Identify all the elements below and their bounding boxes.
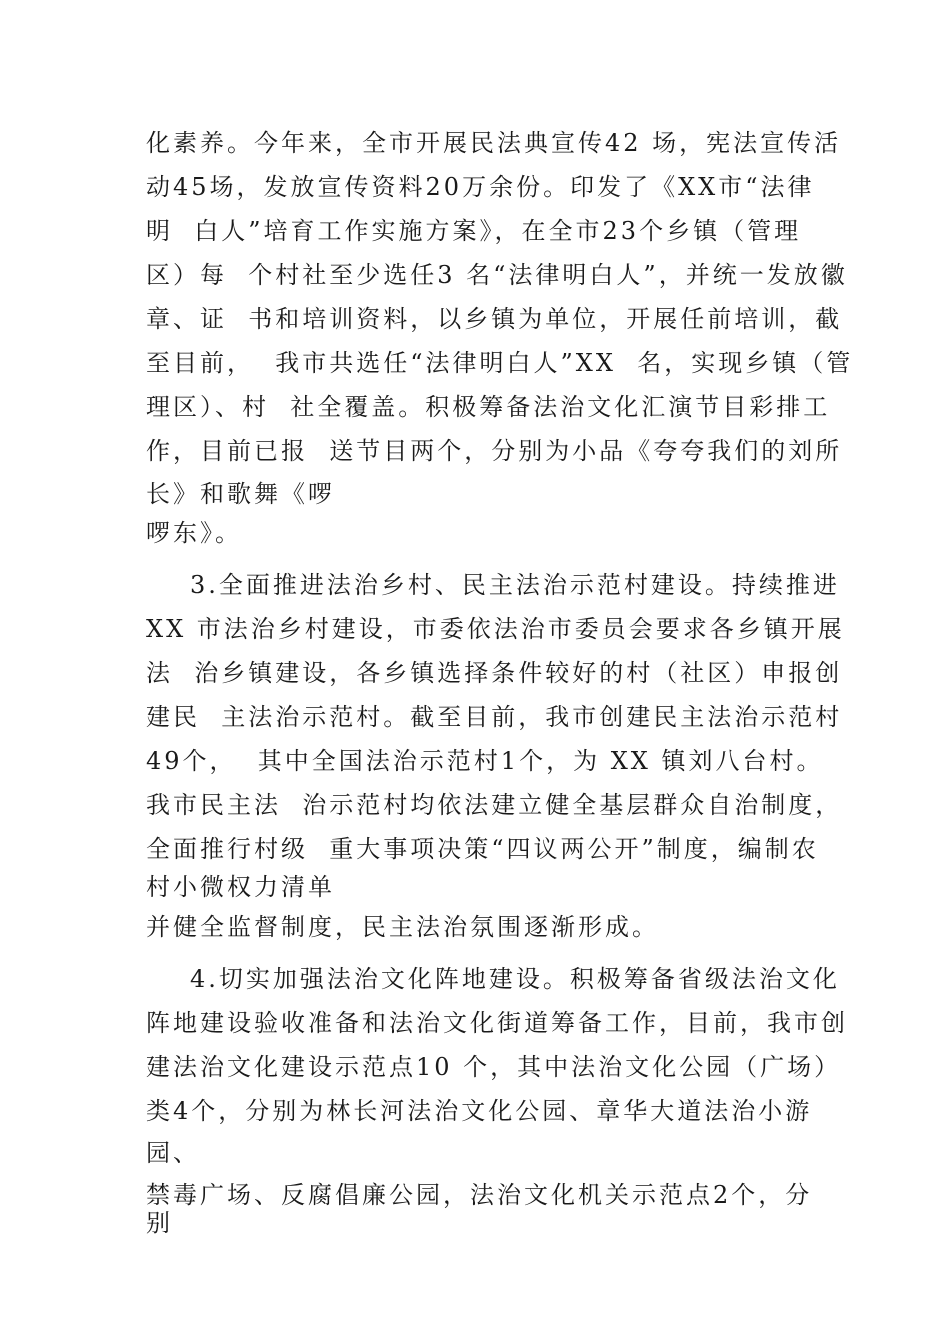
text-line: 阵地建设验收准备和法治文化街道筹备工作，目前，我市创 <box>146 1009 848 1037</box>
text-line: 明 白人”培育工作实施方案》，在全市23个乡镇（管理 <box>146 217 802 245</box>
text-line: 法 治乡镇建设，各乡镇选择条件较好的村（社区）申报创 <box>146 659 843 687</box>
text-line: 村小微权力清单 <box>146 873 335 901</box>
text-line: 3.全面推进法治乡村、民主法治示范村建设。持续推进 <box>190 571 840 599</box>
text-line: 别 <box>146 1209 173 1237</box>
text-line: 区）每 个村社至少选任3 名“法律明白人”，并统一发放徽 <box>146 261 848 289</box>
text-line: 建民 主法治示范村。截至目前，我市创建民主法治示范村 <box>146 703 843 731</box>
text-line: 建法治文化建设示范点10 个，其中法治文化公园（广场） <box>146 1053 842 1081</box>
text-line: 禁毒广场、反腐倡廉公园，法治文化机关示范点2个，分 <box>146 1181 813 1209</box>
text-line: 长》和歌舞《啰 <box>146 480 335 508</box>
text-line: 作，目前已报 送节目两个，分别为小品《夸夸我们的刘所 <box>146 437 843 465</box>
text-line: 化素养。今年来，全市开展民法典宣传42 场，宪法宣传活 <box>146 129 842 157</box>
text-line: 至目前， 我市共选任“法律明白人”XX 名，实现乡镇（管 <box>146 349 854 377</box>
text-line: 动45场，发放宣传资料20万余份。印发了《XX市“法律 <box>146 173 815 201</box>
text-line: XX 市法治乡村建设，市委依法治市委员会要求各乡镇开展 <box>146 615 845 643</box>
text-line: 并健全监督制度，民主法治氛围逐渐形成。 <box>146 913 659 941</box>
text-line: 全面推行村级 重大事项决策“四议两公开”制度，编制农 <box>146 835 819 863</box>
text-line: 4.切实加强法治文化阵地建设。积极筹备省级法治文化 <box>190 965 840 993</box>
text-line: 章、证 书和培训资料，以乡镇为单位，开展任前培训，截 <box>146 305 843 333</box>
text-line: 我市民主法 治示范村均依法建立健全基层群众自治制度， <box>146 791 843 819</box>
text-line: 类4个，分别为林长河法治文化公园、章华大道法治小游 <box>146 1097 813 1125</box>
text-line: 园、 <box>146 1139 200 1167</box>
text-line: 理区）、村 社全覆盖。积极筹备法治文化汇演节目彩排工 <box>146 393 831 421</box>
text-line: 49个， 其中全国法治示范村1个，为 XX 镇刘八台村。 <box>146 747 824 775</box>
text-line: 啰东》。 <box>146 519 242 547</box>
